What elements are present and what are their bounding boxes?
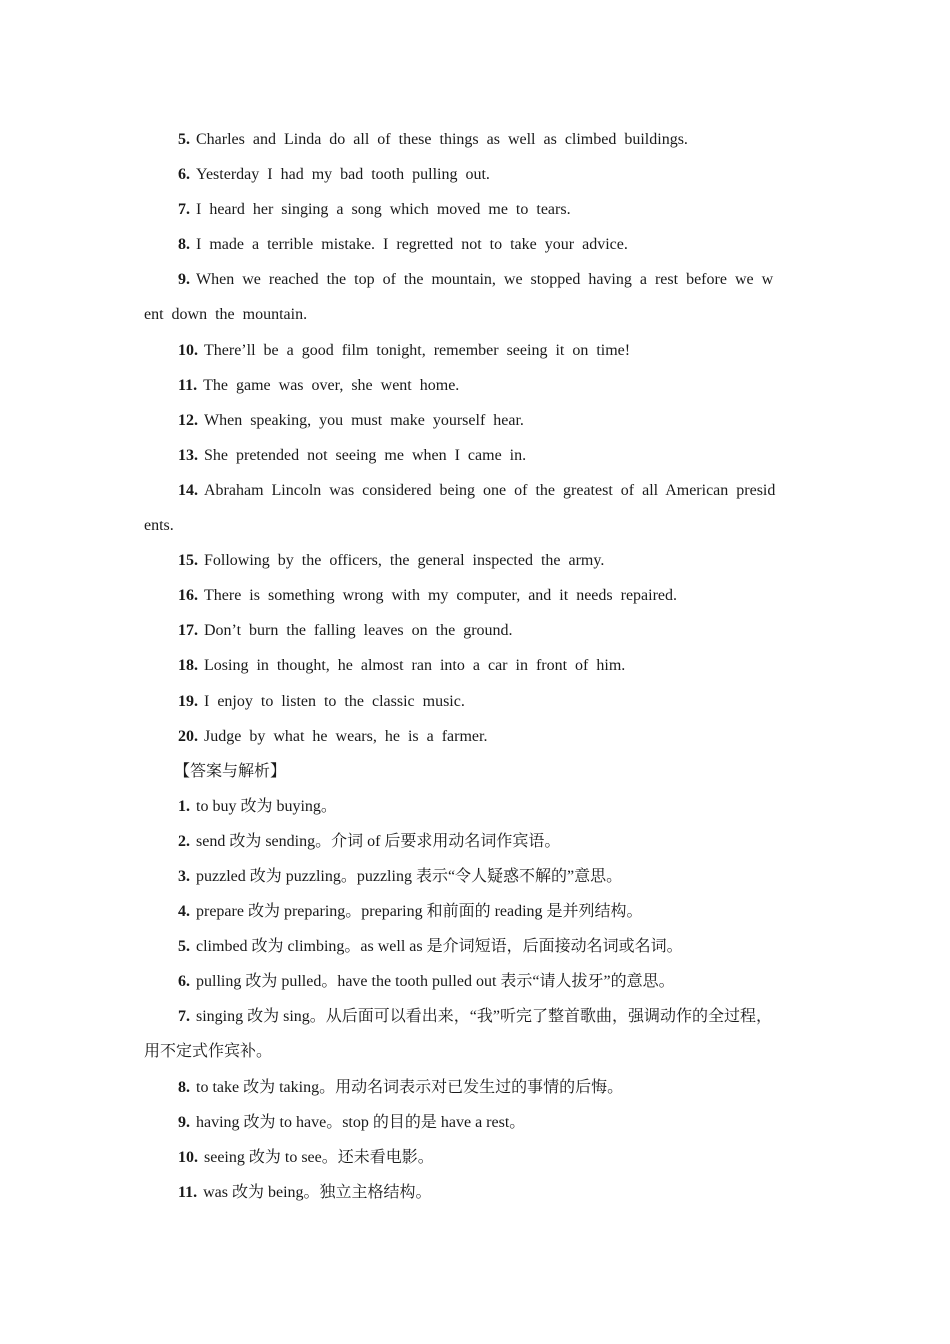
- question-item: 18. Losing in thought, he almost ran into a car in front of him.: [178, 657, 626, 675]
- question-item-continuation: ents.: [144, 517, 174, 535]
- question-item: 9. When we reached the top of the mountain, we stopped having a rest before we w: [178, 271, 774, 289]
- answer-item: 8. to take 改为 taking。用动名词表示对已发生过的事情的后悔。: [178, 1078, 624, 1096]
- question-item: 17. Don’t burn the falling leaves on the ground.: [178, 622, 513, 640]
- question-item: 10. There’ll be a good film tonight, remember seeing it on time!: [178, 341, 631, 359]
- answer-item-continuation: 用不定式作宾补。: [144, 1043, 273, 1061]
- question-item: 19. I enjoy to listen to the classic music.: [178, 692, 465, 710]
- answers-heading: 【答案与解析】: [174, 762, 287, 780]
- answer-item: 5. climbed 改为 climbing。as well as 是介词短语，后面接动名词或名词。: [178, 938, 683, 956]
- answer-item: 10. seeing 改为 to see。还未看电影。: [178, 1148, 434, 1166]
- question-item: 15. Following by the officers, the general inspected the army.: [178, 552, 605, 570]
- answer-item: 1. to buy 改为 buying。: [178, 797, 337, 815]
- question-item: 14. Abraham Lincoln was considered being one of the greatest of all American presid: [178, 481, 776, 499]
- question-item: 16. There is something wrong with my computer, and it needs repaired.: [178, 587, 678, 605]
- answer-item: 9. having 改为 to have。stop 的目的是 have a rest。: [178, 1113, 526, 1131]
- question-item: 13. She pretended not seeing me when I came in.: [178, 446, 527, 464]
- question-item: 8. I made a terrible mistake. I regretted not to take your advice.: [178, 236, 628, 254]
- question-list: [144, 122, 806, 754]
- answer-item: 7. singing 改为 sing。从后面可以看出来，“我”听完了整首歌曲，强调动作的全过程，: [178, 1008, 772, 1026]
- question-item-continuation: ent down the mountain.: [144, 306, 308, 324]
- question-item: 12. When speaking, you must make yourself hear.: [178, 411, 524, 429]
- question-item: 5. Charles and Linda do all of these things as well as climbed buildings.: [178, 131, 688, 148]
- answer-item: 3. puzzled 改为 puzzling。puzzling 表示“令人疑惑不解的”意思。: [178, 867, 623, 885]
- answer-item: 6. pulling 改为 pulled。have the tooth pulled out 表示“请人拔牙”的意思。: [178, 973, 675, 991]
- question-item: 20. Judge by what he wears, he is a farmer.: [178, 727, 488, 745]
- answer-item: 4. prepare 改为 preparing。preparing 和前面的 reading 是并列结构。: [178, 903, 643, 921]
- question-item: 6. Yesterday I had my bad tooth pulling out.: [178, 166, 490, 184]
- question-item: 7. I heard her singing a song which moved me to tears.: [178, 201, 571, 219]
- question-item: 11. The game was over, she went home.: [178, 376, 460, 394]
- answer-item: 2. send 改为 sending。介词 of 后要求用动名词作宾语。: [178, 832, 561, 850]
- answer-list: [144, 789, 806, 1210]
- answer-item: 11. was 改为 being。独立主格结构。: [178, 1183, 432, 1201]
